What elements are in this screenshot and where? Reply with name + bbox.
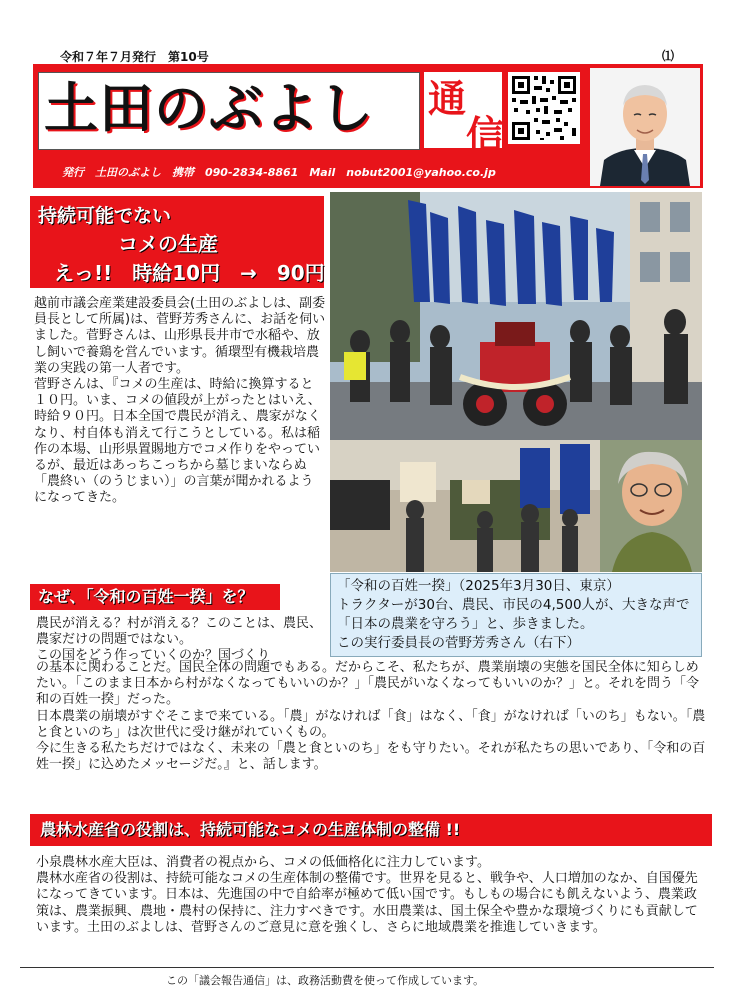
rally-photo-march bbox=[330, 440, 702, 572]
section-heading-ministry: 農林水産省の役割は、持続可能なコメの生産体制の整備 !! bbox=[30, 814, 712, 846]
publisher-contact-line: 発行 土田のぶよし 携帯 090-2834-8861 Mail nobut2001@yahoo.co.jp bbox=[62, 166, 496, 179]
qr-code-icon bbox=[508, 72, 580, 144]
newsletter-title: 土田のぶよし bbox=[44, 77, 374, 140]
issue-line: 令和７年７月発行 第10号 bbox=[60, 50, 209, 64]
author-portrait bbox=[590, 68, 700, 186]
section-heading-why: なぜ、「令和の百姓一揆」を？ bbox=[30, 584, 280, 610]
intro-paragraph: 越前市議会産業建設委員会(土田のぶよしは、副委員長として所属)は、菅野芳秀さんに、お話を伺いました。菅野さんは、山形県長井市で水稲や、放し飼いで養鶏を営んでいます。循環型有機栽培農業の実践の第一人者です。 菅野さんは、『コメの生産は、時給に換算すると１０円。いま、コメの値段が上がったとはいえ、時給９０円。日本全国で農民が消え、農家がなくなり、村自体も消えて行こうとしている。私は稲作の本場、山形県置賜地方でコメ作りをやっているが、最近はあっちこっちから墓じまいならぬ「農終い（のうじまい）」の言葉が聞かれるようになってきた。 bbox=[34, 296, 326, 506]
headline-line-3: えっ!! 時給10円 → 90円 bbox=[54, 261, 325, 285]
tsushin-char-2: 信 bbox=[466, 113, 505, 157]
tsushin-char-1: 通 bbox=[428, 77, 467, 121]
footer-divider bbox=[20, 967, 714, 968]
headline-line-2: コメの生産 bbox=[118, 232, 218, 256]
rally-photo-tractors bbox=[330, 192, 702, 440]
section1-paragraph-b: の基本に関わることだ。国民全体の問題でもある。だからこそ、私たちが、農業崩壊の実態を国民全体に知らしめたい。「このまま日本から村がなくなってもいいのか？」「農民がいなくなってもいいのか？」と。それを問う「令和の百姓一揆」だった。 日本農業の崩壊がすぐそこまで来ている。「農」がなければ「食」はなく、「食」がなければ「いのち」もない。「農と食といのち」は次世代に受け継がれていくもの。 今に生きる私たちだけではなく、未来の「農と食といのち」をも守りたい。それが私たちの思いであり、「令和の百姓一揆」に込めたメッセージだ。』と、話します。 bbox=[36, 660, 706, 773]
photo-caption: 「令和の百姓一揆」（2025年3月30日、東京） トラクターが30台、農民、市民の4,500人が、大きな声で「日本の農業を守ろう」と、歩きました。 この実行委員長の菅野芳秀さん（右下） bbox=[337, 578, 690, 651]
section2-paragraph: 小泉農林水産大臣は、消費者の視点から、コメの低価格化に注力しています。 農林水産省の役割は、持続可能なコメの生産体制の整備です。世界を見ると、戦争や、人口増加のなか、自国優先になってきています。日本は、先進国の中で自給率が極めて低い国です。もしもの場合にも飢えないよう、農業政策は、農業振興、農地・農村の保持に、注力すべきです。水田農業は、国土保全や豊かな環境づくりにも貢献しています。土田のぶよしは、菅野さんのご意見に意を強くし、さらに地域農業を推進していきます。 bbox=[36, 855, 698, 935]
headline-line-1: 持続可能でない bbox=[38, 205, 172, 227]
page-number: ⑴ bbox=[662, 49, 675, 63]
footer-note: この「議会報告通信」は、政務活動費を使って作成しています。 bbox=[166, 974, 485, 987]
section1-paragraph-a: 農民が消える？村が消える？このことは、農民、農家だけの問題ではない。 この国をどう作っていくのか？国づくり bbox=[36, 616, 323, 664]
